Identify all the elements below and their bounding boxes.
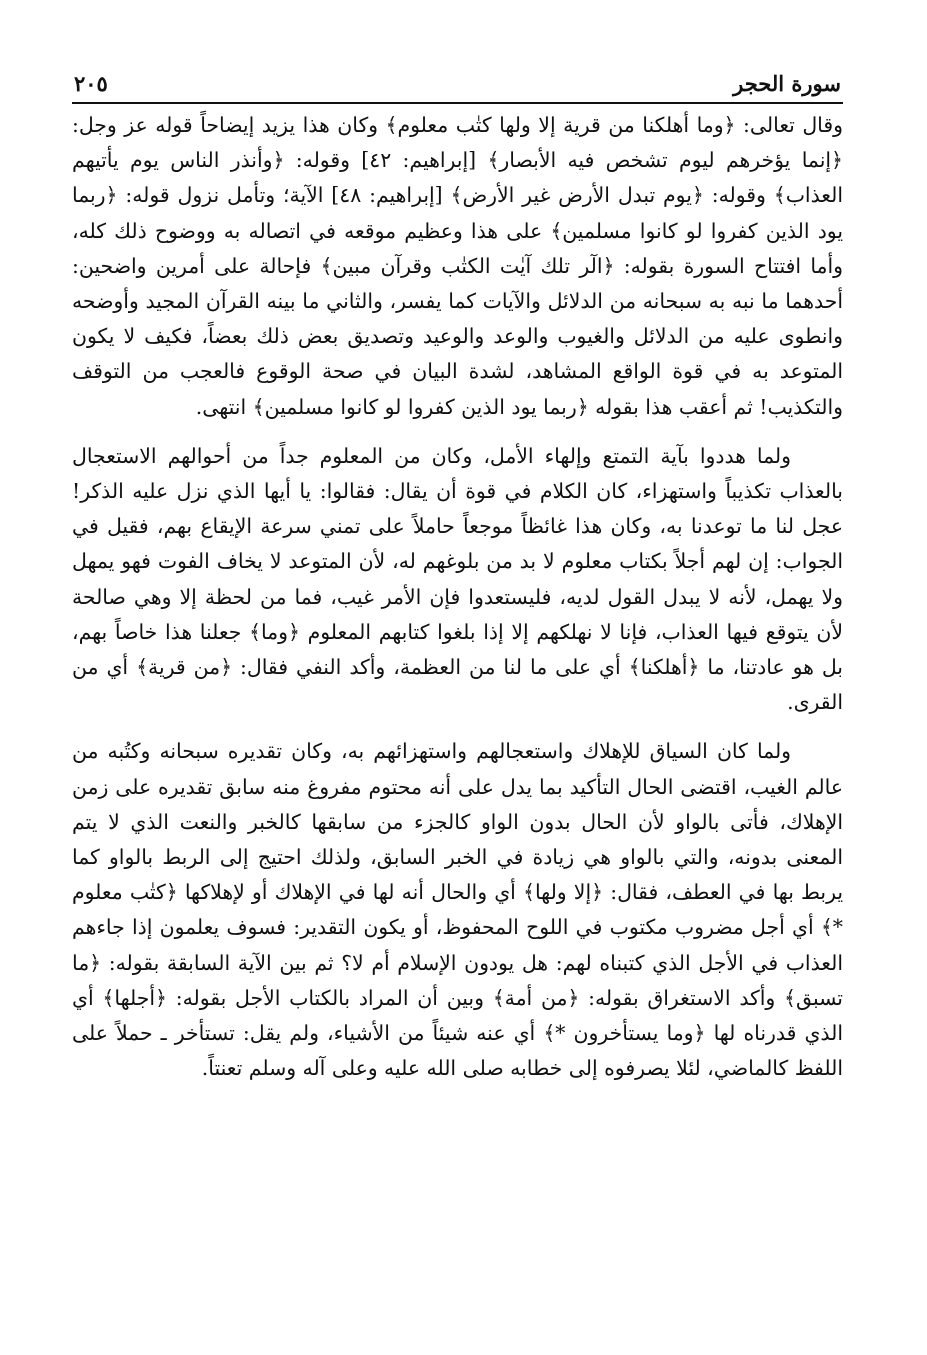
paragraph-3: ولما كان السياق للإهلاك واستعجالهم واستهزائهم به، وكان تقديره سبحانه وكتُبه من عالم الغيب، اقتضى الحال التأكيد بما يدل على أنه محتوم مفروغ منه سابق تقديره على زمن الإهلاك، فأتى بالواو لأن الحال بدون الواو كالجزء من سابقها كالخبر والنعت الذي لا يتم المعنى بدونه، والتي بالواو هي زيادة في الخبر السابق، ولذلك احتيج إلى الربط بالواو كما يربط بها في العطف، فقال: ﴿إلا ولها﴾ أي والحال أنه لها في الإهلاك أو لإهلاكها ﴿كتٰب معلوم *﴾ أي أجل مضروب مكتوب في اللوح المحفوظ، أو يكون التقدير: فسوف يعلمون إذا جاءهم العذاب في الأجل الذي كتبناه لهم: هل يودون الإسلام أم لا؟ ثم بين الآية السابقة بقوله: ﴿ما تسبق﴾ وأكد الاستغراق بقوله: ﴿من أمة﴾ وبين أن المراد بالكتاب الأجل بقوله: ﴿أجلها﴾ أي الذي قدرناه لها ﴿وما يستأخرون *﴾ أي عنه شيئاً من الأشياء، ولم يقل: تستأخر ـ حملاً على اللفظ كالماضي، لئلا يصرفوه إلى خطابه صلى الله عليه وعلى آله وسلم تعنتاً. — [72, 739, 843, 1081]
surah-title: سورة الحجر — [733, 71, 841, 96]
page-body — [72, 108, 843, 1086]
header-divider — [72, 102, 843, 104]
page-number: ٢٠٥ — [74, 71, 108, 96]
paragraph-2: ولما هددوا بآية التمتع وإلهاء الأمل، وكان من المعلوم جداً من أحوالهم الاستعجال بالعذاب تكذيباً واستهزاء، كان الكلام في قوة أن يقال: فقالوا: يا أيها الذي نزل عليه الذكر! عجل لنا ما توعدنا به، وكان هذا غائظاً موجعاً حاملاً على تمني سرعة الإيقاع بهم، فقيل في الجواب: إن لهم أجلاً بكتاب معلوم لا بد من بلوغهم له، لأن المتوعد لا يخاف الفوت فهو يمهل ولا يهمل، لأنه لا يبدل القول لديه، فليستعدوا فإن الأمر غيب، فما من لحظة إلا وهي صالحة لأن يتوقع فيها العذاب، فإنا لا نهلكهم إلا إذا بلغوا كتابهم المعلوم ﴿وما﴾ جعلنا هذا خاصاً بهم، بل هو عادتنا، ما ﴿أهلكنا﴾ أي على ما لنا من العظمة، وأكد النفي فقال: ﴿من قرية﴾ أي من القرى. — [72, 443, 843, 715]
page-header — [72, 52, 843, 102]
paragraph-1: وقال تعالى: ﴿وما أهلكنا من قرية إلا ولها كتٰب معلوم﴾ وكان هذا يزيد إيضاحاً قوله عز وجل: ﴿إنما يؤخرهم ليوم تشخص فيه الأبصار﴾ [إبراهيم: ٤٢] وقوله: ﴿وأنذر الناس يوم يأتيهم العذاب﴾ وقوله: ﴿يوم تبدل الأرض غير الأرض﴾ [إبراهيم: ٤٨] الآية؛ وتأمل نزول قوله: ﴿ربما يود الذين كفروا لو كانوا مسلمين﴾ على هذا وعظيم موقعه في اتصاله به ووضوح ذلك كله، وأما افتتاح السورة بقوله: ﴿الٓر تلك آيٰت الكتٰب وقرآن مبين﴾ فإحالة على أمرين واضحين: أحدهما ما نبه به سبحانه من الدلائل والآيات كما يفسر، والثاني ما بينه القرآن المجيد وأوضحه وانطوى عليه من الدلائل والغيوب والوعد والوعيد وتصديق بعض ذلك بعضاً، فكيف لا يكون المتوعد به في قوة الواقع المشاهد، لشدة البيان في صحة الوقوع فالعجب من التوقف والتكذيب! ثم أعقب هذا بقوله ﴿ربما يود الذين كفروا لو كانوا مسلمين﴾ انتهى. — [72, 113, 844, 419]
